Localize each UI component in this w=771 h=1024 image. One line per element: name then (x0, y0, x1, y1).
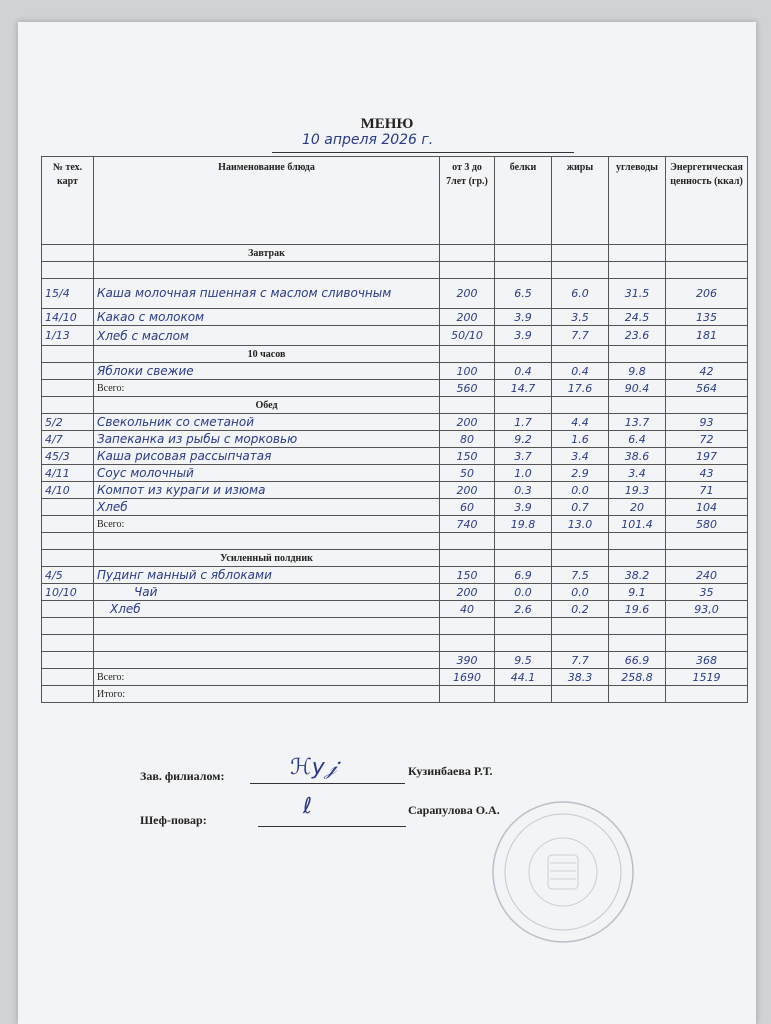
chef-signature: ℓ (303, 794, 313, 819)
table-row: 1/13 Хлеб с маслом 50/10 3.9 7.7 23.6 181 (42, 326, 748, 346)
document-title: МЕНЮ (360, 116, 414, 132)
head-signature-line (250, 755, 405, 784)
chef-label: Шеф-повар: (140, 813, 207, 827)
table-row: Хлеб 40 2.6 0.2 19.6 93,0 (42, 601, 748, 618)
table-row: Яблоки свежие 100 0.4 0.4 9.8 42 (42, 363, 748, 380)
total-row: Всего: 1690 44.1 38.3 258.8 1519 (42, 669, 748, 686)
document-page (18, 22, 756, 1024)
chef-signature-line (258, 794, 406, 827)
total-row: Всего: 740 19.8 13.0 101.4 580 (42, 516, 748, 533)
grand-total-row: Итого: (42, 686, 748, 703)
table-row: 14/10 Какао с молоком 200 3.9 3.5 24.5 135 (42, 309, 748, 326)
table-row: 45/3 Каша рисовая рассыпчатая 150 3.7 3.4 38.6 197 (42, 448, 748, 465)
head-label: Зав. филиалом: (140, 769, 225, 783)
header-carbs: углеводы (609, 157, 666, 245)
header-card: № тех. карт (42, 157, 94, 245)
table-row: 4/10 Компот из кураги и изюма 200 0.3 0.0 19.3 71 (42, 482, 748, 499)
subtotal-row: 390 9.5 7.7 66.9 368 (42, 652, 748, 669)
table-row: 5/2 Свекольник со сметаной 200 1.7 4.4 13.7 93 (42, 414, 748, 431)
round-stamp (488, 797, 638, 947)
table-row: 15/4 Каша молочная пшенная с маслом сливочным 200 6.5 6.0 31.5 206 (42, 279, 748, 309)
section-snack: Усиленный полдник (94, 550, 440, 567)
menu-date: 10 апреля 2026 г. (302, 132, 434, 148)
head-name: Кузинбаева Р.Т. (408, 764, 493, 778)
table-row: 4/5 Пудинг манный с яблоками 150 6.9 7.5 38.2 240 (42, 567, 748, 584)
chef-name: Сарапулова О.А. (408, 803, 500, 817)
header-dish: Наименование блюда (94, 157, 440, 245)
table-row: Хлеб 60 3.9 0.7 20 104 (42, 499, 748, 516)
header-fat: жиры (552, 157, 609, 245)
section-lunch: Обед (94, 397, 440, 414)
section-ten: 10 часов (94, 346, 440, 363)
header-protein: белки (495, 157, 552, 245)
table-row: 4/11 Соус молочный 50 1.0 2.9 3.4 43 (42, 465, 748, 482)
header-energy: Энергетическая ценность (ккал) (666, 157, 748, 245)
table-row: 10/10 Чай 200 0.0 0.0 9.1 35 (42, 584, 748, 601)
header-portion: от 3 до 7лет (гр.) (440, 157, 495, 245)
date-line (272, 134, 574, 153)
head-signature: ℋу𝒿 (290, 755, 337, 780)
section-breakfast: Завтрак (94, 245, 440, 262)
table-row: 4/7 Запеканка из рыбы с морковью 80 9.2 1.6 6.4 72 (42, 431, 748, 448)
total-row: Всего: 560 14.7 17.6 90.4 564 (42, 380, 748, 397)
menu-table (41, 156, 748, 703)
